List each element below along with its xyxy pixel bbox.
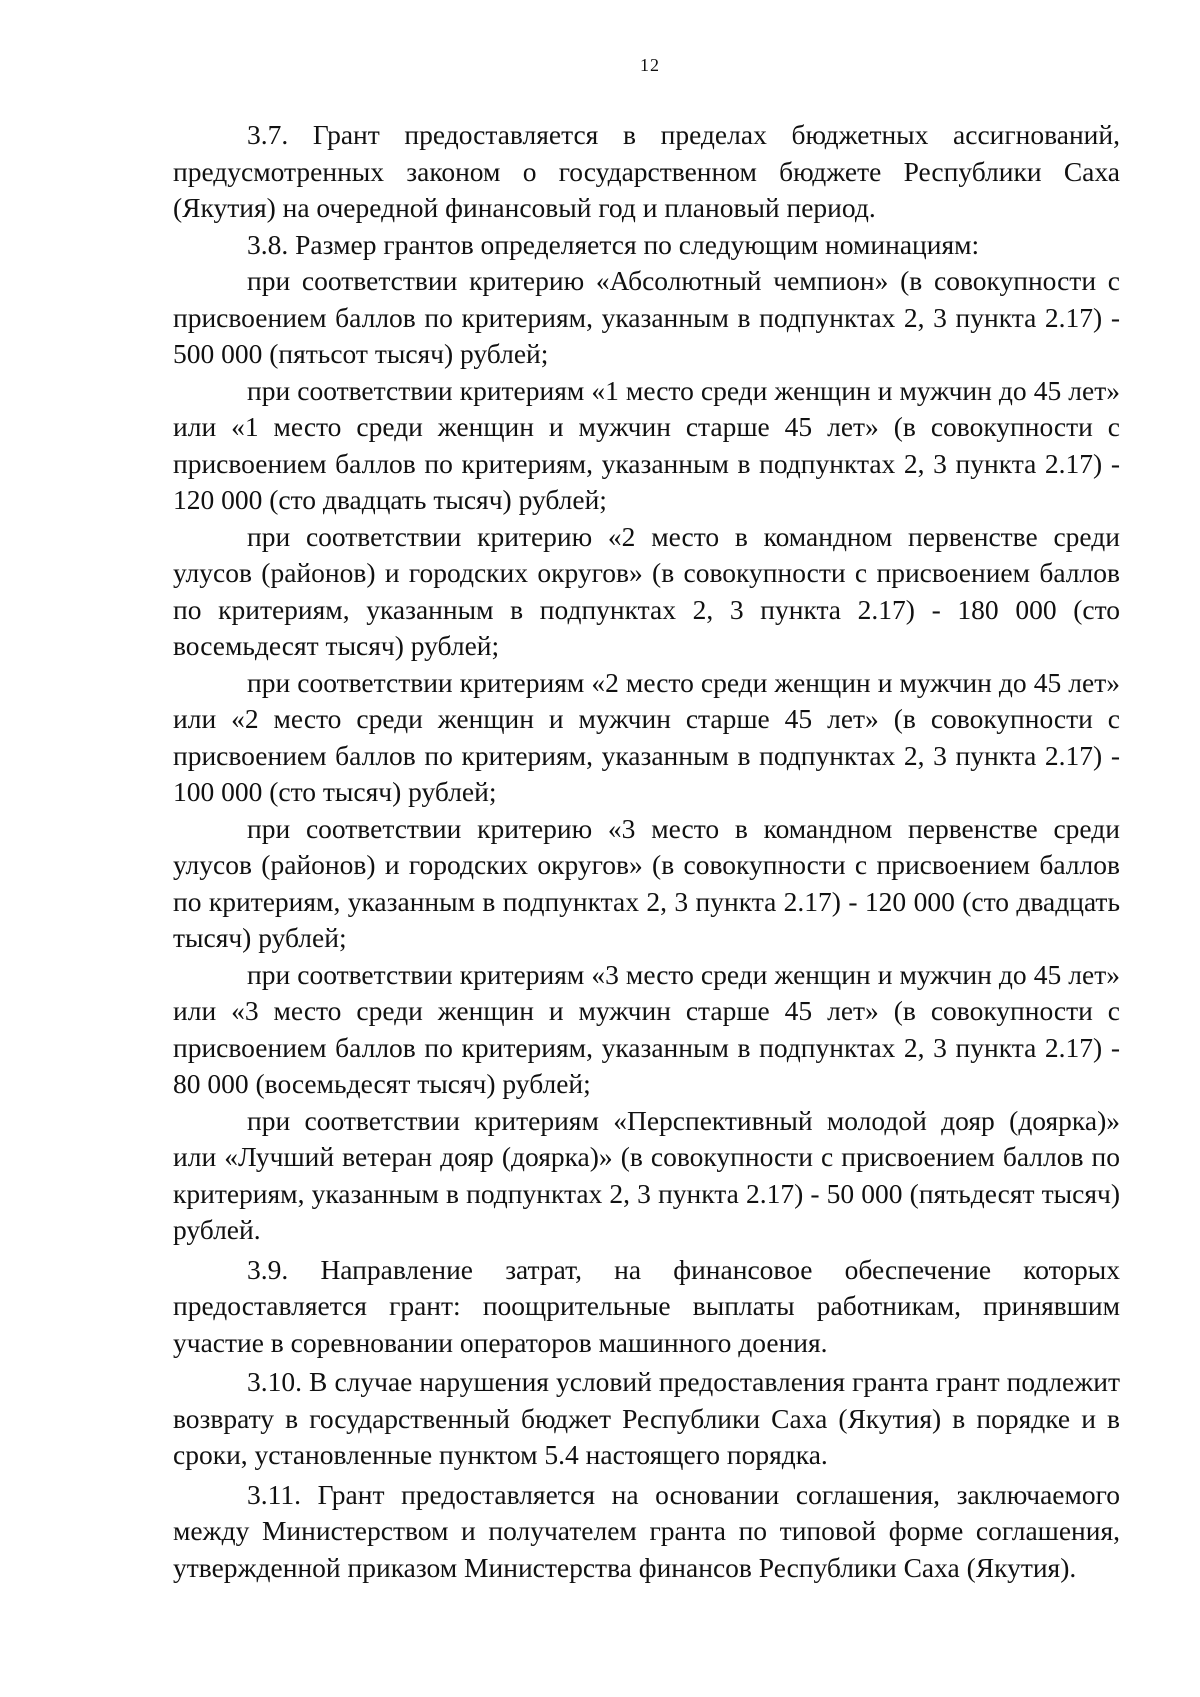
paragraph-third-place-team: при соответствии критерию «3 место в командном первенстве среди улусов (районов) и городских округов» (в совокупности с присвоением баллов по критериям, указанным в подпунктах 2, 3 пункта 2.17) - 120 000 (сто двадцать тысяч) рублей; <box>173 812 1120 953</box>
paragraph-absolute-champion: при соответствии критерию «Абсолютный чемпион» (в совокупности с присвоением баллов по критериям, указанным в подпунктах 2, 3 пункта 2.17) - 500 000 (пятьсот тысяч) рублей; <box>173 265 1120 369</box>
document-body <box>173 117 1120 1586</box>
page-number: 12 <box>640 55 660 75</box>
paragraph-3-11: 3.11. Грант предоставляется на основании соглашения, заключаемого между Министерством и получателем гранта по типовой форме соглашения, утвержденной приказом Министерства финансов Республики Саха (Якутия). <box>173 1478 1120 1583</box>
paragraph-third-place: при соответствии критериям «3 место среди женщин и мужчин до 45 лет» или «3 место среди женщин и мужчин старше 45 лет» (в совокупности с присвоением баллов по критериям, указанным в подпунктах 2, 3 пункта 2.17) - 80 000 (восемьдесят тысяч) рублей; <box>173 958 1120 1099</box>
paragraph-second-place: при соответствии критериям «2 место среди женщин и мужчин до 45 лет» или «2 место среди женщин и мужчин старше 45 лет» (в совокупности с присвоением баллов по критериям, указанным в подпунктах 2, 3 пункта 2.17) - 100 000 (сто тысяч) рублей; <box>173 666 1120 807</box>
paragraph-young-veteran: при соответствии критериям «Перспективный молодой дояр (доярка)» или «Лучший ветеран дояр (доярка)» (в совокупности с присвоением баллов по критериям, указанным в подпунктах 2, 3 пункта 2.17) - 50 000 (пятьдесят тысяч) рублей. <box>173 1104 1120 1245</box>
paragraph-3-10: 3.10. В случае нарушения условий предоставления гранта грант подлежит возврату в государственный бюджет Республики Саха (Якутия) в порядке и в сроки, установленные пунктом 5.4 настоящего порядка. <box>173 1366 1120 1470</box>
paragraph-first-place: при соответствии критериям «1 место среди женщин и мужчин до 45 лет» или «1 место среди женщин и мужчин старше 45 лет» (в совокупности с присвоением баллов по критериям, указанным в подпунктах 2, 3 пункта 2.17) - 120 000 (сто двадцать тысяч) рублей; <box>173 374 1120 515</box>
paragraph-3-8: 3.8. Размер грантов определяется по следующим номинациям: <box>247 228 980 260</box>
paragraph-3-9: 3.9. Направление затрат, на финансовое обеспечение которых предоставляется грант: поощрительные выплаты работникам, принявшим участие в соревновании операторов машинного доения. <box>173 1253 1120 1358</box>
paragraph-second-place-team: при соответствии критерию «2 место в командном первенстве среди улусов (районов) и городских округов» (в совокупности с присвоением баллов по критериям, указанным в подпунктах 2, 3 пункта 2.17) - 180 000 (сто восемьдесят тысяч) рублей; <box>173 520 1120 661</box>
paragraph-3-7: 3.7. Грант предоставляется в пределах бюджетных ассигнований, предусмотренных законом о государственном бюджете Республики Саха (Якутия) на очередной финансовый год и плановый период. <box>173 119 1120 223</box>
